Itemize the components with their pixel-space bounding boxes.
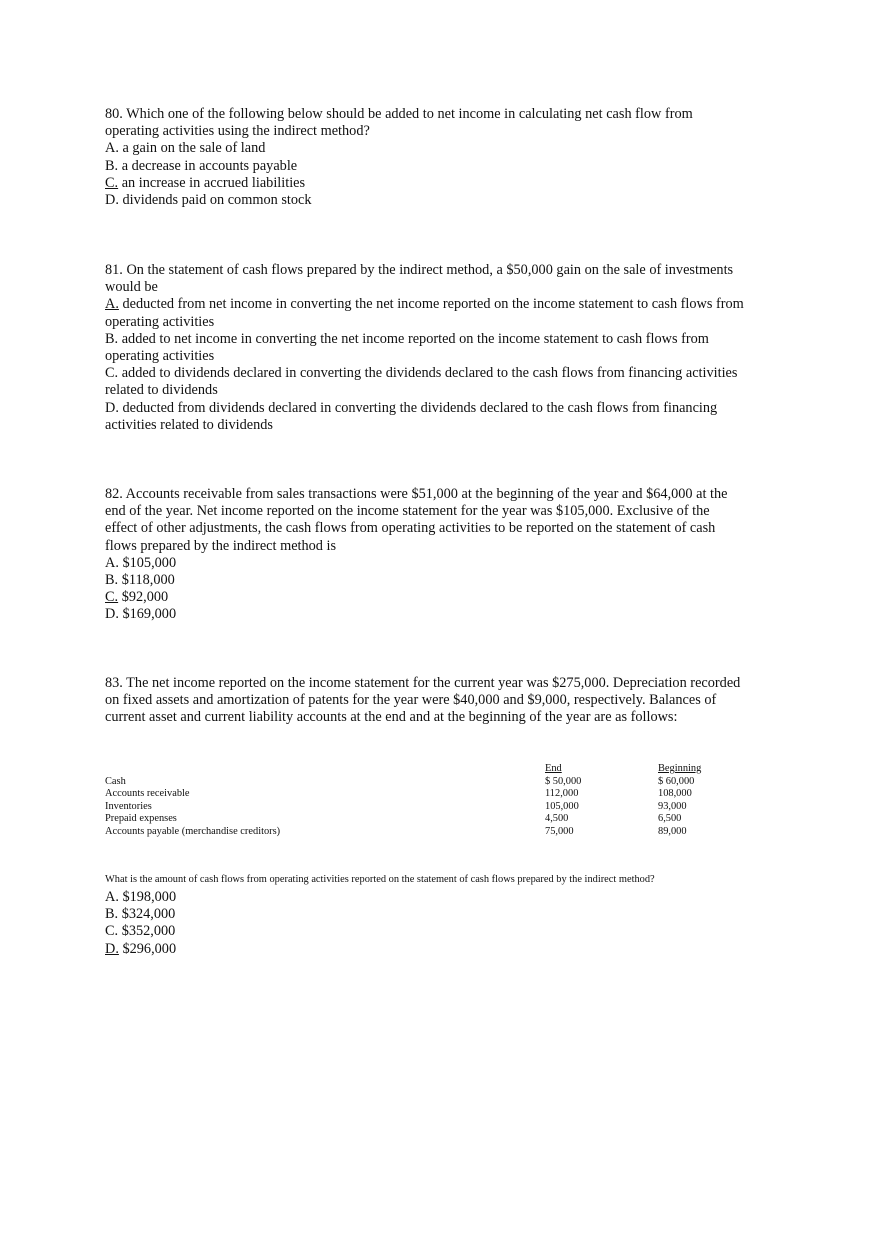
- question-stem-line: 83. The net income reported on the income statement for the current year was $275,000. Depreciation recorded: [105, 675, 741, 691]
- end-value: 75,000: [545, 825, 574, 837]
- beginning-value: 108,000: [658, 788, 692, 800]
- option-text: $92,000: [118, 589, 169, 606]
- option-text: dividends paid on common stock: [118, 192, 312, 209]
- question-82: [105, 486, 777, 624]
- table-row: [105, 788, 725, 801]
- option-d: [105, 941, 176, 958]
- question-stem-line: on fixed assets and amortization of patents for the year were $40,000 and $9,000, respectively. Balances of: [105, 692, 717, 709]
- option-text: $105,000: [118, 554, 177, 571]
- question-stem-line: 82. Accounts receivable from sales transactions were $51,000 at the beginning of the year and $64,000 at the: [105, 486, 728, 502]
- beginning-value: $ 60,000: [658, 775, 695, 787]
- option-c: [105, 589, 777, 606]
- option-letter-answer: C.: [105, 589, 119, 606]
- option-letter: D.: [105, 606, 119, 623]
- option-a: [105, 889, 176, 906]
- beginning-value: 93,000: [658, 800, 687, 812]
- option-c: [105, 365, 777, 382]
- option-letter: D.: [105, 399, 119, 416]
- question-stem-line: 80. Which one of the following below should be added to net income in calculating net cash flow from: [105, 106, 693, 122]
- question-stem-line: end of the year. Net income reported on the income statement for the year was $105,000. Exclusive of the: [105, 503, 710, 520]
- option-letter-answer: D.: [105, 940, 119, 957]
- column-header-end: End: [545, 763, 562, 774]
- option-text: $296,000: [118, 940, 177, 957]
- option-text: $169,000: [118, 606, 177, 623]
- option-b: [105, 906, 176, 923]
- beginning-value: 6,500: [658, 813, 682, 825]
- option-text: $198,000: [118, 889, 177, 905]
- question-stem-line: current asset and current liability accounts at the end and at the beginning of the year are as follows:: [105, 709, 678, 726]
- question-80: [105, 106, 777, 209]
- option-a: [105, 555, 777, 572]
- option-text: a decrease in accounts payable: [118, 157, 298, 174]
- end-value: 112,000: [545, 788, 579, 800]
- option-letter: A.: [105, 554, 119, 571]
- option-text: added to net income in converting the net income reported on the income statement to cash flows from: [118, 330, 709, 347]
- question-stem-line: flows prepared by the indirect method is: [105, 537, 337, 554]
- option-b: [105, 158, 777, 175]
- question-stem-line: would be: [105, 279, 158, 296]
- option-letter: C.: [105, 365, 119, 382]
- option-text: added to dividends declared in converting the dividends declared to the cash flows from financing activities: [118, 365, 738, 382]
- row-label: Accounts receivable: [105, 788, 190, 800]
- option-text: deducted from dividends declared in converting the dividends declared to the cash flows from financing: [118, 399, 718, 416]
- question-stem-line: effect of other adjustments, the cash flows from operating activities to be reported on the statement of cash: [105, 520, 716, 537]
- option-b-continued: operating activities: [105, 348, 215, 365]
- option-letter: B.: [105, 572, 119, 589]
- option-d: [105, 606, 777, 623]
- option-b: [105, 331, 777, 348]
- balances-table: [105, 763, 725, 839]
- question-stem-line: 81. On the statement of cash flows prepared by the indirect method, a $50,000 gain on the sale of investments: [105, 262, 734, 278]
- table-row: [105, 776, 725, 789]
- option-text: $324,000: [118, 906, 176, 923]
- option-letter-answer: C.: [105, 174, 119, 191]
- row-label: Cash: [105, 775, 126, 787]
- option-a: [105, 140, 777, 157]
- end-value: 105,000: [545, 800, 579, 812]
- table-row: [105, 801, 725, 814]
- option-text: an increase in accrued liabilities: [118, 174, 306, 191]
- row-label: Accounts payable (merchandise creditors): [105, 825, 281, 837]
- question-81: [105, 262, 777, 434]
- row-label: Inventories: [105, 800, 152, 812]
- question-stem-line: operating activities using the indirect method?: [105, 123, 370, 140]
- option-c-continued: related to dividends: [105, 382, 218, 399]
- option-text: deducted from net income in converting the net income reported on the income statement to cash flows from: [118, 296, 744, 313]
- table-header-row: [105, 763, 725, 776]
- option-d-continued: activities related to dividends: [105, 416, 273, 433]
- option-c: [105, 175, 777, 192]
- option-letter: B.: [105, 157, 119, 174]
- option-letter-answer: A.: [105, 296, 119, 313]
- option-a-continued: operating activities: [105, 313, 215, 330]
- option-letter: B.: [105, 906, 119, 923]
- option-text: $118,000: [118, 572, 175, 589]
- question-83: [105, 675, 777, 727]
- option-letter: C.: [105, 923, 119, 940]
- table-row: [105, 813, 725, 826]
- option-letter: A.: [105, 889, 119, 905]
- option-a: [105, 296, 777, 313]
- option-text: a gain on the sale of land: [118, 140, 266, 157]
- column-header-beginning: Beginning: [658, 763, 702, 774]
- option-b: [105, 572, 777, 589]
- option-letter: D.: [105, 192, 119, 209]
- question-83-options: [105, 889, 176, 958]
- beginning-value: 89,000: [658, 825, 687, 837]
- question-83-prompt: What is the amount of cash flows from operating activities reported on the statement of cash flows prepared by the indirect method?: [105, 874, 655, 885]
- option-d: [105, 192, 777, 209]
- row-label: Prepaid expenses: [105, 813, 177, 825]
- option-d: [105, 400, 777, 417]
- end-value: $ 50,000: [545, 775, 582, 787]
- option-letter: B.: [105, 330, 119, 347]
- option-c: [105, 923, 176, 940]
- end-value: 4,500: [545, 813, 569, 825]
- option-letter: A.: [105, 140, 119, 157]
- option-text: $352,000: [118, 923, 176, 940]
- table-row: [105, 826, 725, 839]
